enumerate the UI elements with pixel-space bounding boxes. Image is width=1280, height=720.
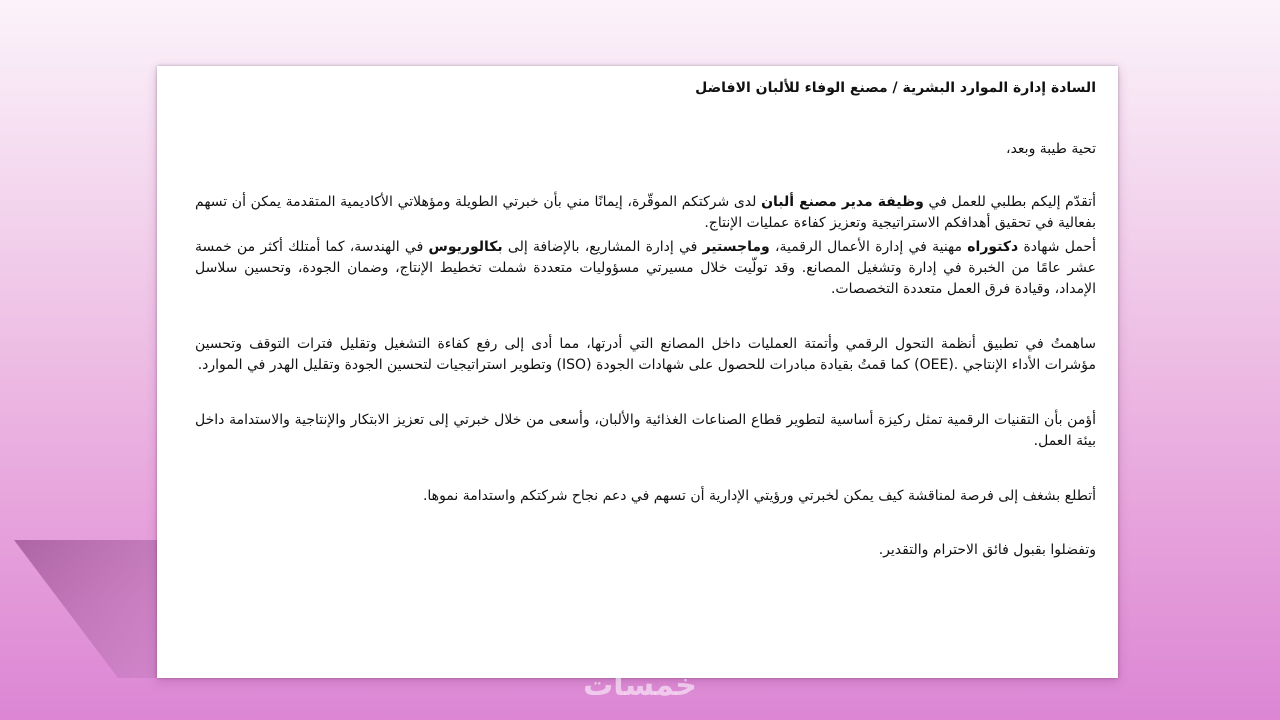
paragraph-vision: أؤمن بأن التقنيات الرقمية تمثل ركيزة أساسية لتطوير قطاع الصناعات الغذائية والألبان، وأسعى من خلال خبرتي إلى تعزيز الابتكار والإنتاجية والاستدامة داخل بيئة العمل. [195,412,1096,449]
letter-closing: وتفضلوا بقبول فائق الاحترام والتقدير. [878,542,1096,558]
letter-greeting: تحية طيبة وبعد، [1006,141,1096,157]
letter-header: السادة إدارة الموارد البشرية / مصنع الوفاء للألبان الافاضل [695,80,1096,96]
watermark-logo: خمسات [583,668,697,703]
paragraph-text: في إدارة المشاريع، بالإضافة إلى [502,239,703,255]
paragraph-text: أتقدّم إليكم بطلبي للعمل في [923,194,1097,210]
paragraph-text: لدى شركتكم الموقّرة، إيمانًا مني بأن خبرتي الطويلة ومؤهلاتي الأكاديمية المتقدمة يمكن أن تسهم بفعالية في تحقيق أهدافكم الاستراتيجية وتعزيز كفاءة عمليات الإنتاج. [195,194,1096,231]
paragraph-achievements: ساهمتُ في تطبيق أنظمة التحول الرقمي وأتمتة العمليات داخل المصانع التي أدرتها، مما أدى إلى رفع كفاءة التشغيل وتقليل فترات التوقف وتحسين مؤشرات الأداء الإنتاجي .(OEE) كما قمتُ بقيادة مبادرات للحصول على شهادات الجودة (ISO) وتطوير استراتيجيات لتحسين الجودة وتقليل الهدر في الموارد. [195,336,1096,373]
paragraph-text: في الهندسة، كما أمتلك أكثر من خمسة عشر عامًا من الخبرة في إدارة وتشغيل المصانع. وقد تولّيت خلال مسيرتي مسؤوليات متعددة شملت تخطيط الإنتاج، وضمان الجودة، وتحسين سلاسل الإمداد، وقيادة فرق العمل متعددة التخصصات. [195,239,1096,297]
paragraph-application [195,192,1096,234]
paragraph-text: مهنية في إدارة الأعمال الرقمية، [769,239,968,255]
bold-degree-phd: دكتوراه [967,239,1019,255]
paragraph-text: أحمل شهادة [1018,239,1096,255]
bold-job-title: وظيفة مدير مصنع ألبان [761,194,924,210]
letter-page [157,66,1118,678]
paragraph-qualifications [195,237,1096,300]
paragraph-aspiration: أتطلع بشغف إلى فرصة لمناقشة كيف يمكن لخبرتي ورؤيتي الإدارية أن تسهم في دعم نجاح شركتكم واستدامة نموها. [422,488,1096,504]
bold-degree-masters: وماجستير [702,239,770,255]
bold-degree-bachelors: بكالوريوس [428,239,503,255]
